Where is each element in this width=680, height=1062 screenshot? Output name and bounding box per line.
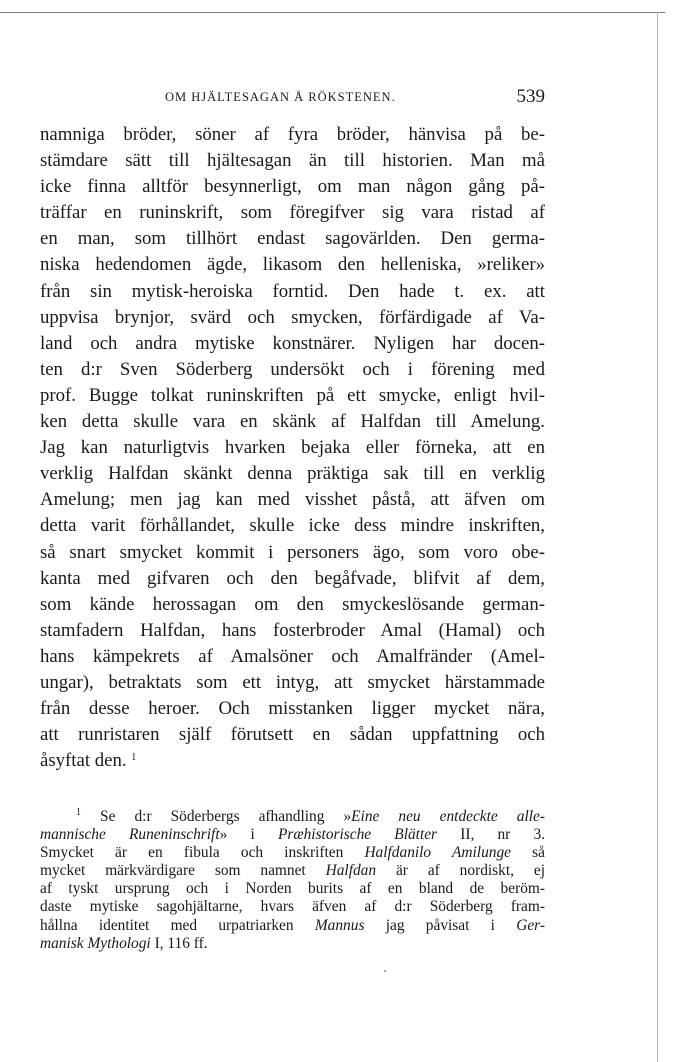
footnote-line <box>40 862 545 880</box>
footnote <box>40 808 545 953</box>
text-line: uppvisa brynjor, svärd och smycken, förfärdigade af Va- <box>40 306 545 328</box>
footnote-line <box>40 808 545 826</box>
footnote-marker: 1 <box>76 808 81 818</box>
footnote-text: hållna identitet med urpatriarken <box>40 916 315 934</box>
footnote-line <box>40 826 545 844</box>
text-line: detta varit förhållandet, skulle icke dess mindre inskriften, <box>40 515 545 537</box>
text-line: ten d:r Sven Söderberg undersökt och i förening med <box>40 358 545 380</box>
text-line: träffar en runinskrift, som föregifver sig vara ristad af <box>40 202 545 224</box>
text-line: Jag kan naturligtvis hvarken bejaka eller förneka, att en <box>40 437 545 459</box>
text-line-last <box>40 748 545 774</box>
page-header <box>40 86 545 110</box>
footnote-text: jag påvisat i <box>364 916 517 934</box>
footnote-italic-inscription: Halfdanilo Amilunge <box>364 844 512 862</box>
footnote-text: » i <box>219 826 278 844</box>
page-number: 539 <box>516 86 545 107</box>
footnote-text: II, nr 3. <box>437 826 545 844</box>
text-line: stamfadern Halfdan, hans fosterbroder Amal (Hamal) och <box>40 619 545 641</box>
footnote-italic-name: Halfdan <box>325 862 377 880</box>
text-line: en man, som tillhört endast sagovärlden. Den germa- <box>40 228 545 250</box>
text-line: från desse heroer. Och misstanken ligger mycket nära, <box>40 698 545 720</box>
right-border-line <box>657 12 658 1062</box>
footnote-italic-title: Eine neu entdeckte alle- <box>351 808 545 825</box>
footnote-text: så <box>511 844 545 862</box>
footnote-italic-title: Mannus <box>314 916 365 934</box>
footnote-italic-title: mannische Runeninschrift <box>40 826 220 844</box>
footnote-text: mycket märkvärdigare som namnet <box>40 862 326 880</box>
text-line: från sin mytisk-heroiska forntid. Den hade t. ex. att <box>40 280 545 302</box>
text-line: som kände herossagan om den smyckeslösande german- <box>40 593 545 615</box>
text-line: niska hedendomen ägde, likasom den helleniska, »reliker» <box>40 254 545 276</box>
text-line-content: åsyftat den. <box>40 750 127 772</box>
footnote-text: är af nordiskt, ej <box>376 862 545 880</box>
body-text <box>40 122 545 774</box>
footnote-line <box>40 935 545 953</box>
running-title: OM HJÄLTESAGAN Å RÖKSTENEN. <box>165 90 396 104</box>
text-line: verklig Halfdan skänkt denna präktiga sak till en verklig <box>40 463 545 485</box>
text-line: ungar), betraktats som ett intyg, att smycket härstammade <box>40 671 545 693</box>
footnote-text: Se d:r Söderbergs afhandling » <box>100 808 352 825</box>
text-line: land och andra mytiske konstnärer. Nyligen har docen- <box>40 332 545 354</box>
text-line: ken detta skulle vara en skänk af Halfdan till Amelung. <box>40 411 545 433</box>
text-line: att runristaren själf förutsett en sådan uppfattning och <box>40 724 545 746</box>
text-line: stämdare sätt till hjältesagan än till historien. Man må <box>40 150 545 172</box>
footnote-line: af tyskt ursprung och i Norden burits af en bland de beröm- <box>40 880 545 898</box>
footnote-line <box>40 844 545 862</box>
text-line: kanta med gifvaren och den begåfvade, blifvit af dem, <box>40 567 545 589</box>
footnote-reference: 1 <box>131 752 137 764</box>
footnote-text: Smycket är en fibula och inskriften <box>40 844 365 862</box>
footnote-line: daste mytiske sagohjältarne, hvars äfven af d:r Söderberg fram- <box>40 898 545 916</box>
ink-speck <box>384 970 386 972</box>
top-border-line <box>0 12 665 13</box>
text-line: icke finna alltför besynnerligt, om man någon gång på- <box>40 176 545 198</box>
footnote-italic-title: Præhistorische Blätter <box>277 826 438 844</box>
text-line: prof. Bugge tolkat runinskriften på ett smycke, enligt hvil- <box>40 384 545 406</box>
footnote-text: I, 116 ff. <box>150 934 208 952</box>
text-line: så snart smycket kommit i personers ägo, som voro obe- <box>40 541 545 563</box>
footnote-italic-title: Ger- <box>516 916 545 934</box>
text-line: namniga bröder, söner af fyra bröder, hänvisa på be- <box>40 124 545 145</box>
footnote-line <box>40 917 545 935</box>
footnote-italic-title: manisk Mythologi <box>40 934 151 952</box>
text-line: Amelung; men jag kan med visshet påstå, att äfven om <box>40 489 545 511</box>
text-line: hans kämpekrets af Amalsöner och Amalfränder (Amel- <box>40 645 545 667</box>
